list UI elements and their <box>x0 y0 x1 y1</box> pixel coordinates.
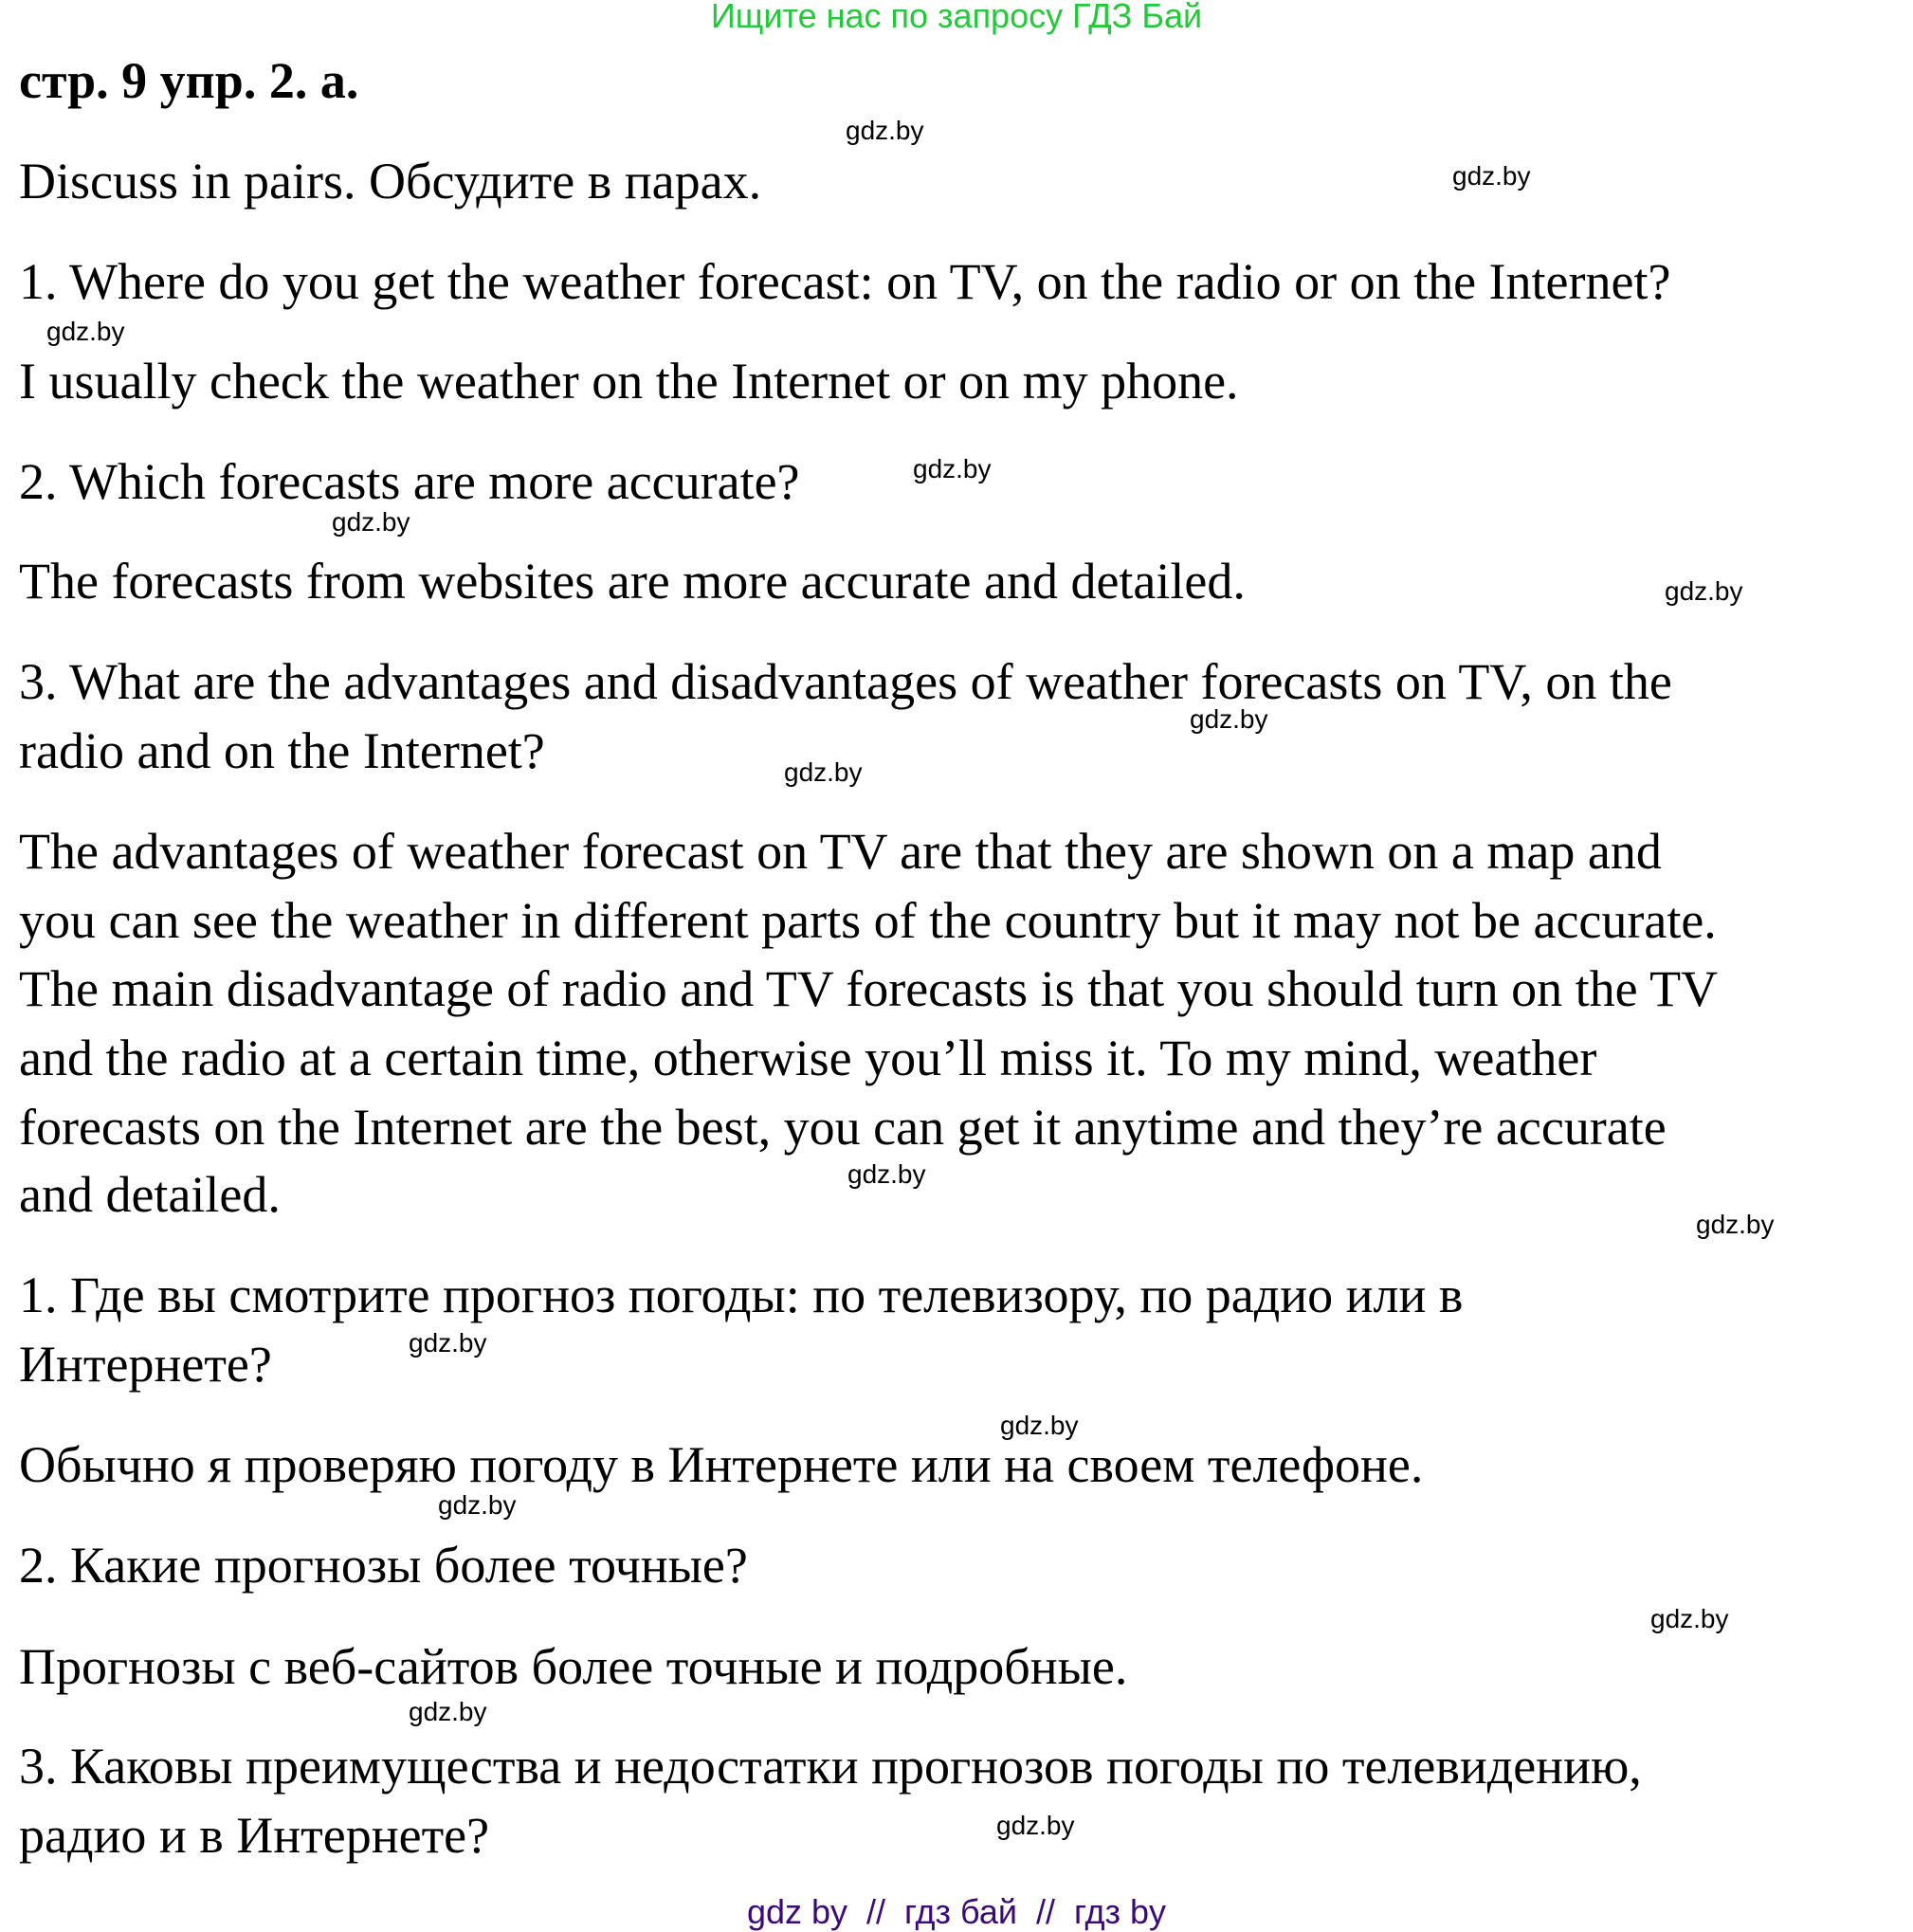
watermark: gdz.by <box>46 317 125 346</box>
watermark: gdz.by <box>1190 704 1268 734</box>
question-1-en: 1. Where do you get the weather forecast: on TV, on the radio or on the Internet? <box>19 253 1671 310</box>
watermark: gdz.by <box>847 1159 926 1189</box>
watermark: gdz.by <box>1665 576 1743 606</box>
answer-1-ru: Обычно я проверяю погоду в Интернете или на своем телефоне. <box>19 1436 1424 1493</box>
answer-3-en-line: forecasts on the Internet are the best, you can get it anytime and they’re accurate <box>19 1099 1667 1156</box>
question-2-ru: 2. Какие прогнозы более точные? <box>19 1537 748 1594</box>
watermark: gdz.by <box>409 1697 487 1726</box>
watermark: gdz.by <box>913 454 992 483</box>
question-3-en-line: radio and on the Internet? <box>19 722 545 779</box>
watermark: gdz.by <box>996 1811 1075 1840</box>
watermark: gdz.by <box>409 1328 487 1358</box>
watermark: gdz.by <box>784 757 863 787</box>
promo-banner <box>0 0 1913 36</box>
promo-text: Ищите нас по запросу ГДЗ Бай <box>710 0 1203 35</box>
watermark: gdz.by <box>332 507 410 537</box>
answer-3-en-line: The main disadvantage of radio and TV forecasts is that you should turn on the TV <box>19 960 1719 1017</box>
question-2-en: 2. Which forecasts are more accurate? <box>19 453 800 510</box>
watermark: gdz.by <box>1000 1411 1079 1440</box>
answer-3-en-line: you can see the weather in different parts of the country but it may not be accurate. <box>19 892 1717 949</box>
answer-3-en-line: and detailed. <box>19 1166 281 1223</box>
answer-3-en-line: and the radio at a certain time, otherwise you’ll miss it. To my mind, weather <box>19 1030 1597 1086</box>
watermark: gdz.by <box>846 116 924 145</box>
question-1-ru-line: 1. Где вы смотрите прогноз погоды: по телевизору, по радио или в <box>19 1267 1464 1323</box>
question-3-en-line: 3. What are the advantages and disadvantages of weather forecasts on TV, on the <box>19 653 1672 710</box>
instruction: Discuss in pairs. Обсудите в парах. <box>19 153 762 210</box>
page-title: стр. 9 упр. 2. a. <box>19 52 359 109</box>
footer-text: gdz by // гдз бай // гдз by <box>746 1892 1167 1931</box>
watermark: gdz.by <box>438 1490 517 1520</box>
answer-3-en-line: The advantages of weather forecast on TV are that they are shown on a map and <box>19 823 1662 880</box>
answer-1-en: I usually check the weather on the Internet or on my phone. <box>19 353 1239 410</box>
footer-links <box>0 1892 1913 1932</box>
watermark: gdz.by <box>1696 1210 1775 1239</box>
watermark: gdz.by <box>1452 161 1531 191</box>
question-3-ru-line: 3. Каковы преимущества и недостатки прогнозов погоды по телевидению, <box>19 1738 1642 1795</box>
watermark: gdz.by <box>1650 1604 1729 1633</box>
question-3-ru-line: радио и в Интернете? <box>19 1807 490 1864</box>
answer-2-en: The forecasts from websites are more accurate and detailed. <box>19 553 1246 610</box>
question-1-ru-line: Интернете? <box>19 1336 272 1393</box>
answer-2-ru: Прогнозы с веб-сайтов более точные и подробные. <box>19 1638 1128 1695</box>
